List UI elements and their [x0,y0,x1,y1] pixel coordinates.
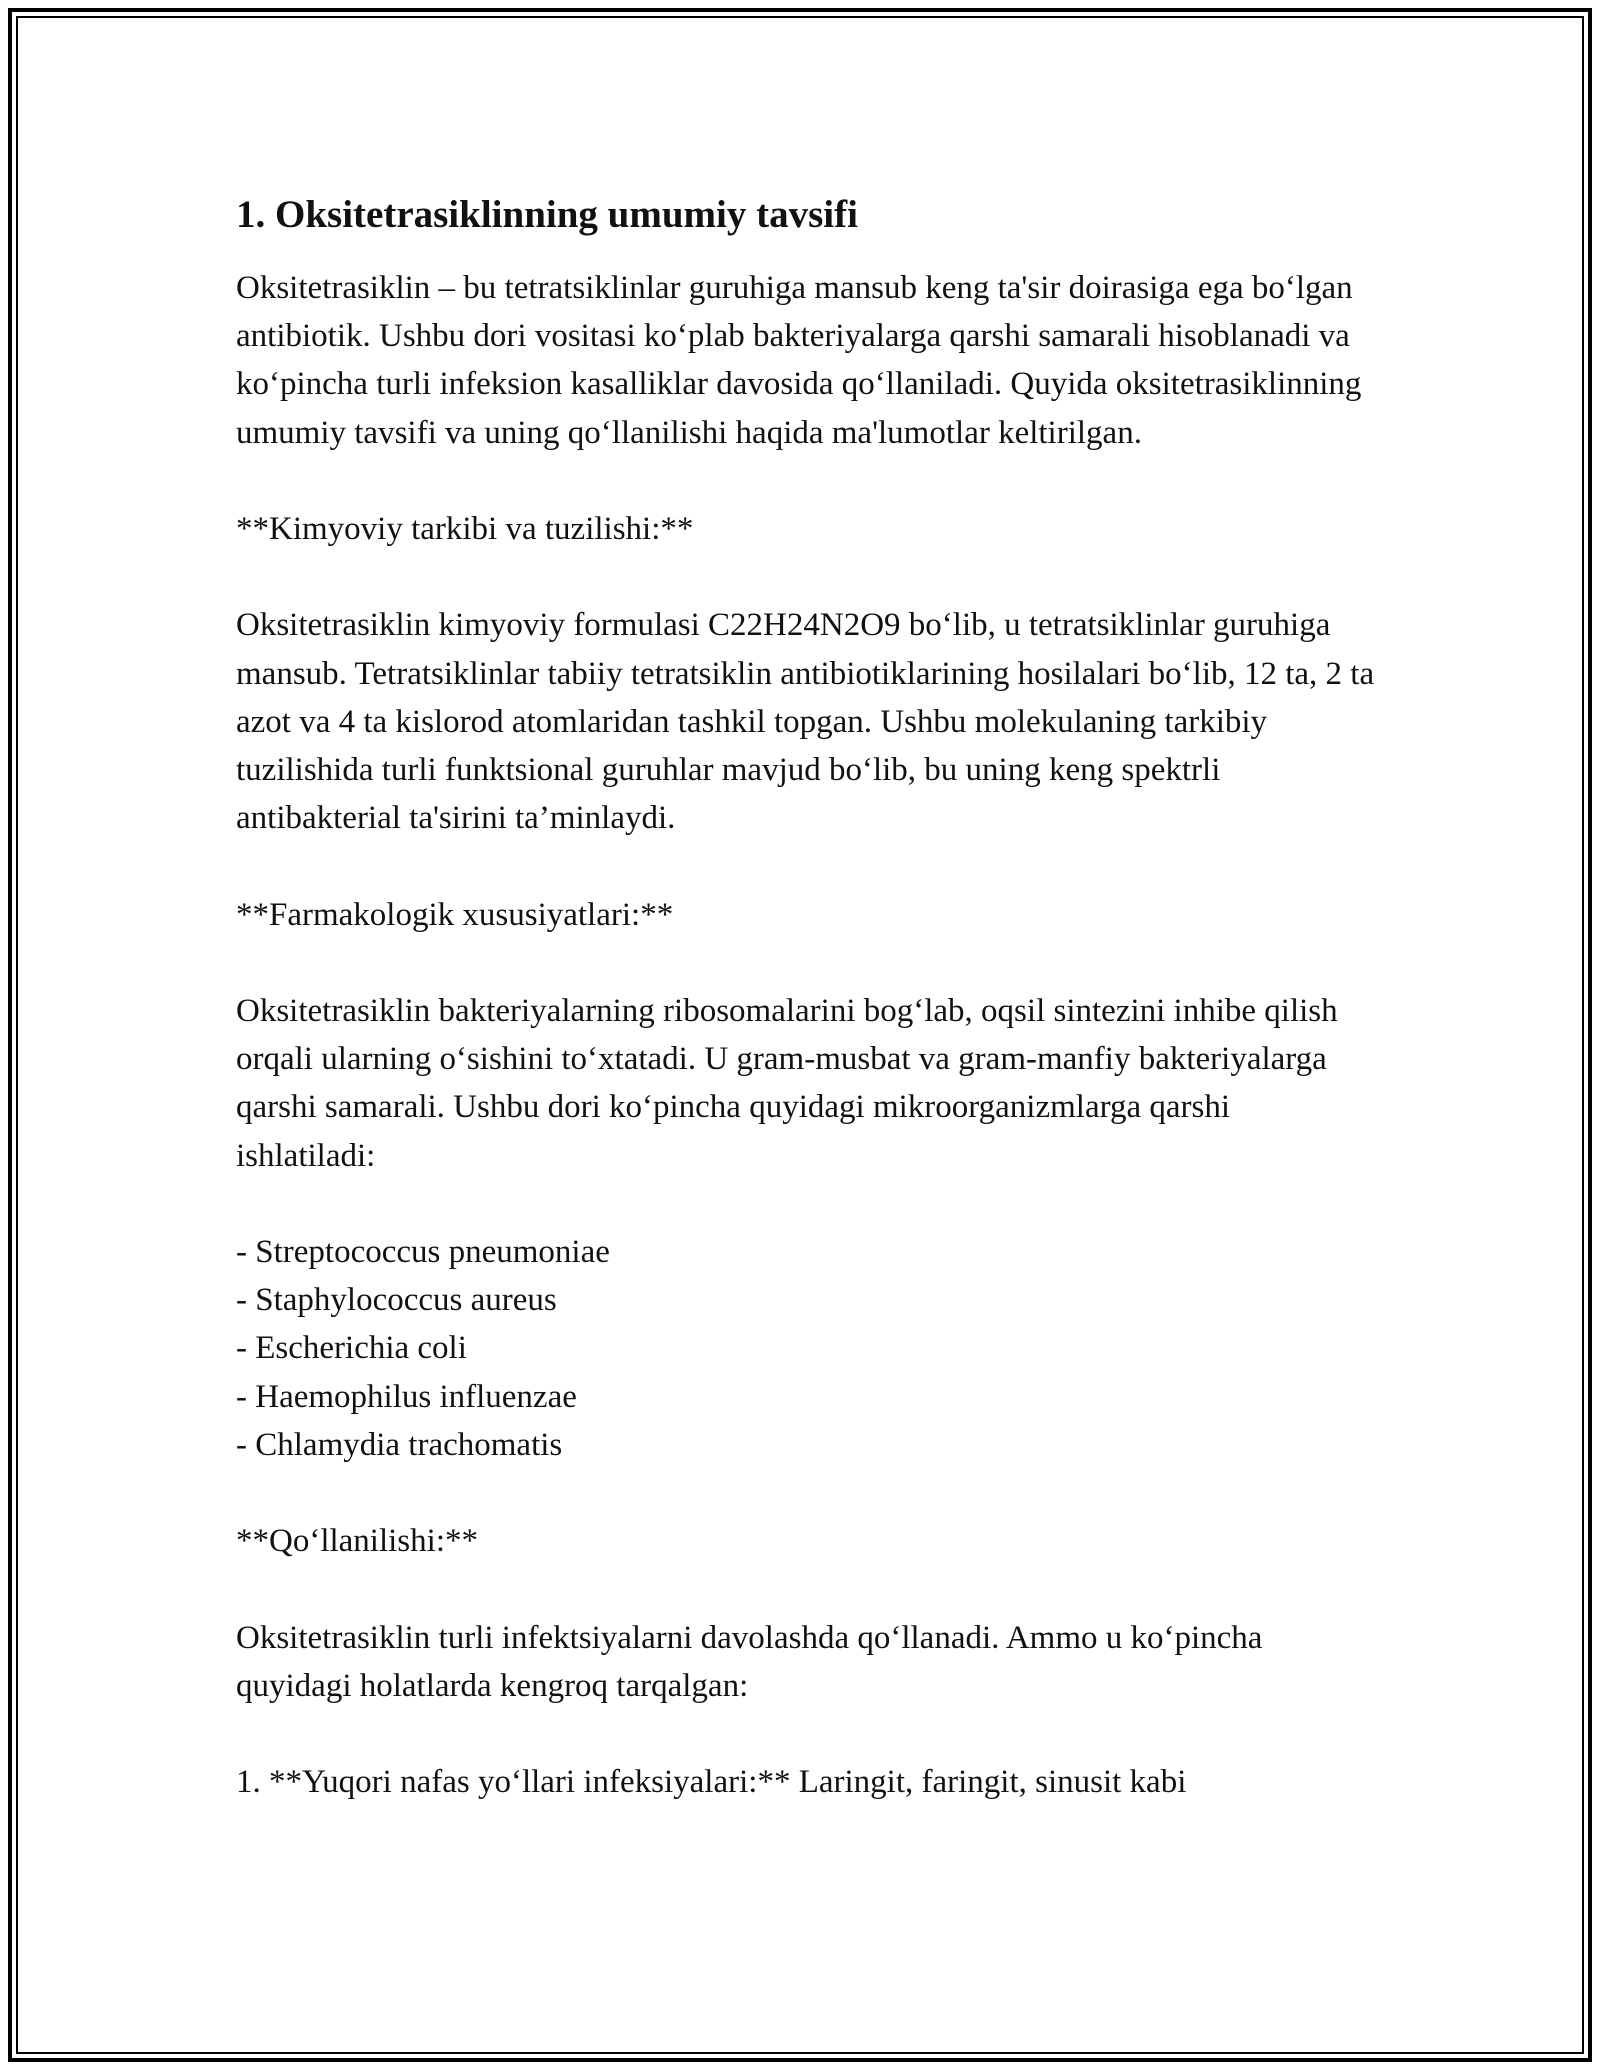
list-item: - Haemophilus influenzae [236,1378,577,1415]
paragraph-gap [236,1565,1376,1613]
usage-paragraph: Oksitetrasiklin turli infektsiyalarni davolashda qo‘llanadi. Ammo u ko‘pincha quyidagi holatlarda kengroq tarqalgan: [236,1619,1263,1704]
paragraph-gap [236,1180,1376,1228]
paragraph-gap [236,1469,1376,1517]
paragraph-gap [236,457,1376,505]
paragraph-gap [236,939,1376,987]
chemical-composition-heading: **Kimyoviy tarkibi va tuzilishi:** [236,511,694,547]
document-body [236,186,1376,1806]
paragraph-gap [236,842,1376,890]
chemical-composition-paragraph: Oksitetrasiklin kimyoviy formulasi C22H24N2O9 bo‘lib, u tetratsiklinlar guruhiga mansub. Tetratsiklinlar tabiiy tetratsiklin antibiotiklarining hosilalari bo‘lib, 12 ta, 2 ta azot va 4 ta kislorod atomlaridan tashkil topgan. Ushbu molekulaning tarkibiy tuzilishida turli funktsional guruhlar mavjud bo‘lib, bu uning keng spektrli antibakterial ta'sirini ta’minlaydi. [236,607,1375,837]
list-item: - Escherichia coli [236,1330,467,1367]
paragraph-gap [236,553,1376,601]
usage-list-item-1: 1. **Yuqori nafas yo‘llari infeksiyalari:** Laringit, faringit, sinusit kabi [236,1764,1187,1801]
intro-paragraph: Oksitetrasiklin – bu tetratsiklinlar guruhiga mansub keng ta'sir doirasiga ega bo‘lgan antibiotik. Ushbu dori vositasi ko‘plab bakteriyalarga qarshi samarali hisoblanadi va ko‘pincha turli infeksion kasalliklar davosida qo‘llaniladi. Quyida oksitetrasiklinning umumiy tavsifi va uning qo‘llanilishi haqida ma'lumotlar keltirilgan. [236,270,1362,451]
list-item: - Staphylococcus aureus [236,1282,557,1319]
usage-heading: **Qo‘llanilishi:** [236,1523,478,1560]
section-heading: 1. Oksitetrasiklinning umumiy tavsifi [236,193,858,236]
list-item: - Chlamydia trachomatis [236,1426,563,1463]
pharmacological-properties-paragraph: Oksitetrasiklin bakteriyalarning ribosomalarini bog‘lab, oqsil sintezini inhibe qilish orqali ularning o‘sishini to‘xtatadi. U gram-musbat va gram-manfiy bakteriyalarga qarshi samarali. Ushbu dori ko‘pincha quyidagi mikroorganizmlarga qarshi ishlatiladi: [236,992,1338,1174]
organism-list [236,1228,1376,1469]
list-item: - Streptococcus pneumoniae [236,1233,610,1270]
pharmacological-properties-heading: **Farmakologik xususiyatlari:** [236,896,674,933]
paragraph-gap [236,1710,1376,1758]
